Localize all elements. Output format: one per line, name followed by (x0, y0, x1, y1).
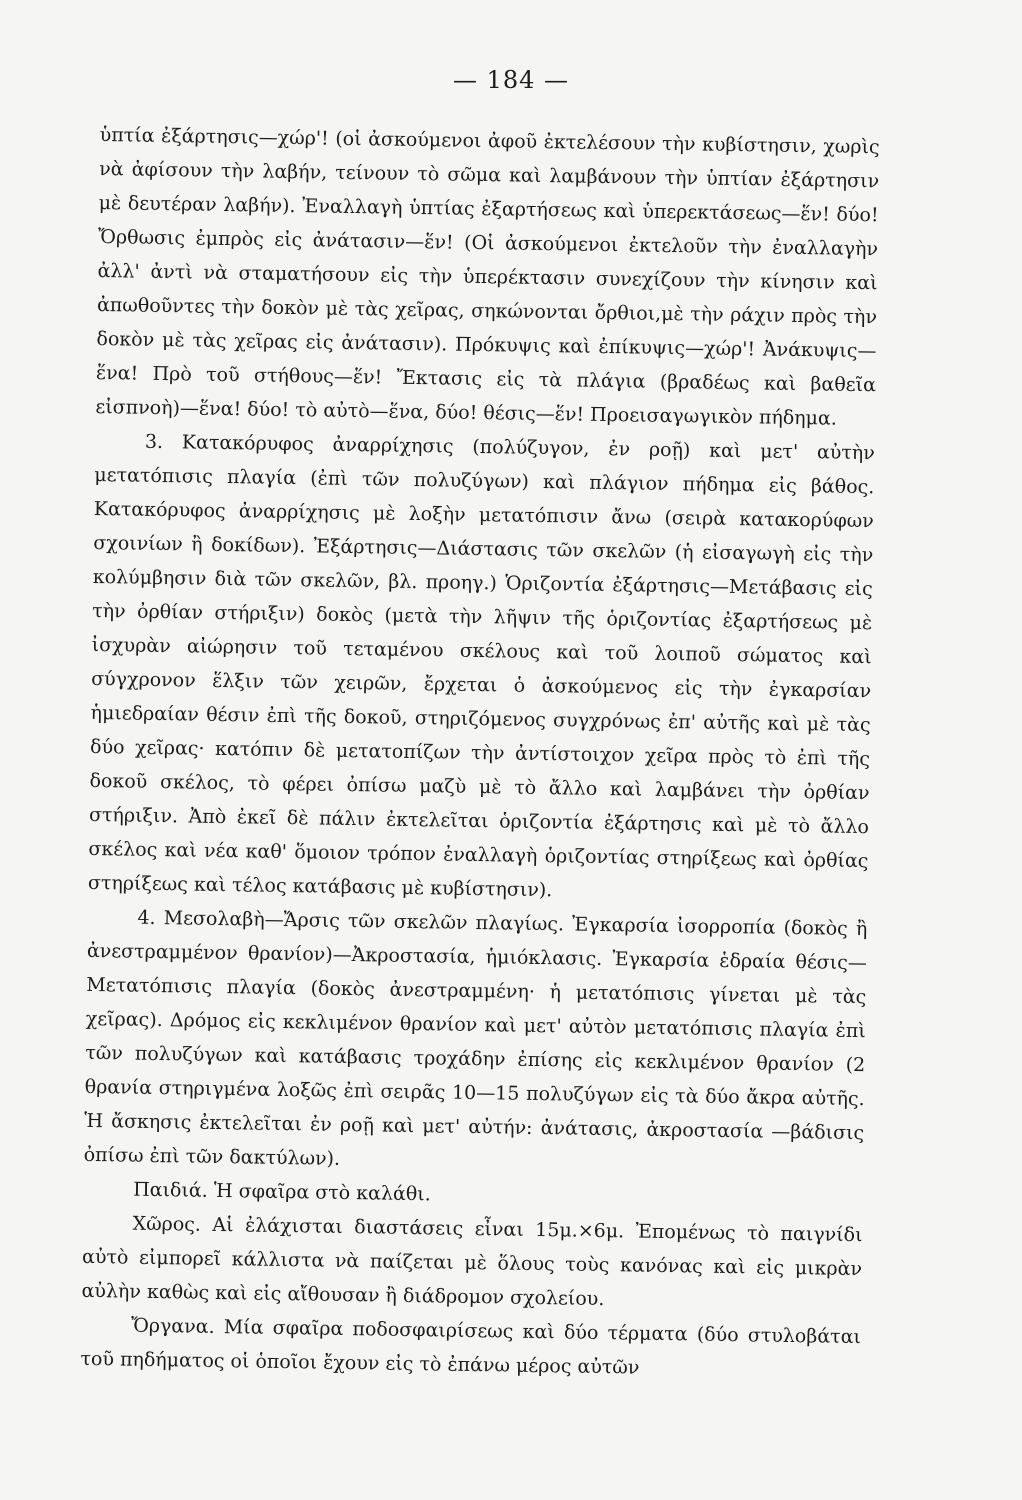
paragraph-space: Χῶρος. Αἱ ἐλάχισται διαστάσεις εἶναι 15μ.×6μ. Ἐπομένως τὸ παιγνίδι αὐτὸ εἰμπορεῖ κάλλιστα νὰ παίζεται μὲ ὅλους τοὺς κανόνας καὶ εἰς μικρὰν αὐλὴν καθὼς καὶ εἰς αἴθουσαν ἢ διάδρομον σχολείου. (81, 1212, 863, 1311)
paragraph-equipment: Ὄργανα. Μία σφαῖρα ποδοσφαιρίσεως καὶ δύο τέρματα (δύο στυλοβάται τοῦ πηδήματος οἱ ὁποῖοι ἔχουν εἰς τὸ ἐπάνω μέρος αὐτῶν (80, 1314, 862, 1379)
paragraph-continuation: ὑπτία ἐξάρτησις—χώρ'! (οἱ ἀσκούμενοι ἀφοῦ ἐκτελέσουν τὴν κυβίστησιν, χωρὶς νὰ ἀφίσουν τὴν λαβήν, τείνουν τὸ σῶμα καὶ λαμβάνουν τὴν ὑπτίαν ἐξάρτησιν μὲ δευτέραν λαβήν). Ἐναλλαγὴ ὑπτίας ἐξαρτήσεως καὶ ὑπερεκτάσεως—ἕν! δύο! Ὄρθωσις ἐμπρὸς εἰς ἀνάτασιν—ἕν! (Οἱ ἀσκούμενοι ἐκτελοῦν τὴν ἐναλλαγὴν ἀλλ' ἀντὶ νὰ σταματήσουν εἰς τὴν ὑπερέκτασιν συνεχίζουν τὴν κίνησιν καὶ ἀπωθοῦντες τὴν δοκὸν μὲ τὰς χεῖρας, σηκώνονται ὄρθιοι,μὲ τὴν ράχιν πρὸς τὴν δοκὸν μὲ τὰς χεῖρας εἰς ἀνάτασιν). Πρόκυψις καὶ ἐπίκυψις—χώρ'! Ἀνάκυψις—ἕνα! Πρὸ τοῦ στήθους—ἕν! Ἔκτασις εἰς τὰ πλάγια (βραδέως καὶ βαθεῖα εἰσπνοὴ)—ἕνα! δύο! τὸ αὐτὸ—ἕνα, δύο! θέσις—ἕν! Προεισαγωγικὸν πήδημα. (95, 123, 880, 430)
page-number: — 184 — (452, 66, 570, 94)
paragraph-game-title: Παιδιά. Ἡ σφαῖρα στὸ καλάθι. (132, 1178, 431, 1206)
paragraph-exercise-3: 3. Κατακόρυφος ἀναρρίχησις (πολύζυγον, ἐν ροῇ) καὶ μετ' αὐτὴν μετατόπισις πλαγία (ἐπὶ τῶν πολυζύγων) καὶ πλάγιον πήδημα εἰς βάθος. Κατακόρυφος ἀναρρίχησις μὲ λοξὴν μετατόπισιν ἄνω (σειρὰ κατακορύφων σχοινίων ἢ δοκίδων). Ἐξάρτησις—Διάστασις τῶν σκελῶν (ἡ εἰσαγωγὴ εἰς τὴν κολύμβησιν διὰ τῶν σκελῶν, βλ. προηγ.) Ὁριζοντία ἐξάρτησις—Μετάβασις εἰς τὴν ὀρθίαν στήριξιν) δοκὸς (μετὰ τὴν λῆψιν τῆς ὁριζοντίας ἐξαρτήσεως μὲ ἰσχυρὰν αἰώρησιν τοῦ τεταμένου σκέλους καὶ τοῦ λοιποῦ σώματος καὶ σύγχρονον ἕλξιν τῶν χειρῶν, ἔρχεται ὁ ἀσκούμενος εἰς τὴν ἐγκαρσίαν ἡμιεδραίαν θέσιν ἐπὶ τῆς δοκοῦ, στηριζόμενος συγχρόνως ἐπ' αὐτῆς καὶ μὲ τὰς δύο χεῖρας· κατόπιν δὲ μετατοπίζων τὴν ἀντίστοιχον χεῖρα πρὸς τὸ ἐπὶ τῆς δοκοῦ σκέλος, τὸ φέρει ὀπίσω μαζὺ μὲ τὸ ἄλλο καὶ λαμβάνει τὴν ὀρθίαν στήριξιν. Ἀπὸ ἐκεῖ δὲ πάλιν ἐκτελεῖται ὁριζοντία ἐξάρτησις καὶ μὲ τὸ ἄλλο σκέλος καὶ νέα καθ' ὅμοιον τρόπον ἐναλλαγὴ ὁριζοντίας στηρίξεως καὶ ὀρθίας στηρίξεως καὶ τέλος κατάβασις μὲ κυβίστησιν). (87, 430, 876, 902)
paragraph-exercise-4: 4. Μεσολαβὴ—Ἄρσις τῶν σκελῶν πλαγίως. Ἐγκαρσία ἰσορροπία (δοκὸς ἢ ἀνεστραμμένον θρανίον)—Ἀκροστασία, ἡμιόκλασις. Ἐγκαρσία ἑδραία θέσις—Μετατόπισις πλαγία (δοκὸς ἀνεστραμμένη· ἡ μετατόπισις γίνεται μὲ τὰς χεῖρας). Δρόμος εἰς κεκλιμένον θρανίον καὶ μετ' αὐτὸν μετατόπισις πλαγία ἐπὶ τῶν πολυζύγων καὶ κατάβασις τροχάδην ἐπίσης εἰς κεκλιμένον θρανίον (2 θρανία στηριγμένα λοξῶς ἐπὶ σειρᾶς 10—15 πολυζύγων εἰς τὰ δύο ἄκρα αὐτῆς. Ἡ ἄσκησις ἐκτελεῖται ἐν ροῇ καὶ μετ' αὐτήν: ἀνάτασις, ἀκροστασία —βάδισις ὀπίσω ἐπὶ τῶν δακτύλων). (83, 906, 868, 1170)
body-text (80, 118, 880, 1388)
